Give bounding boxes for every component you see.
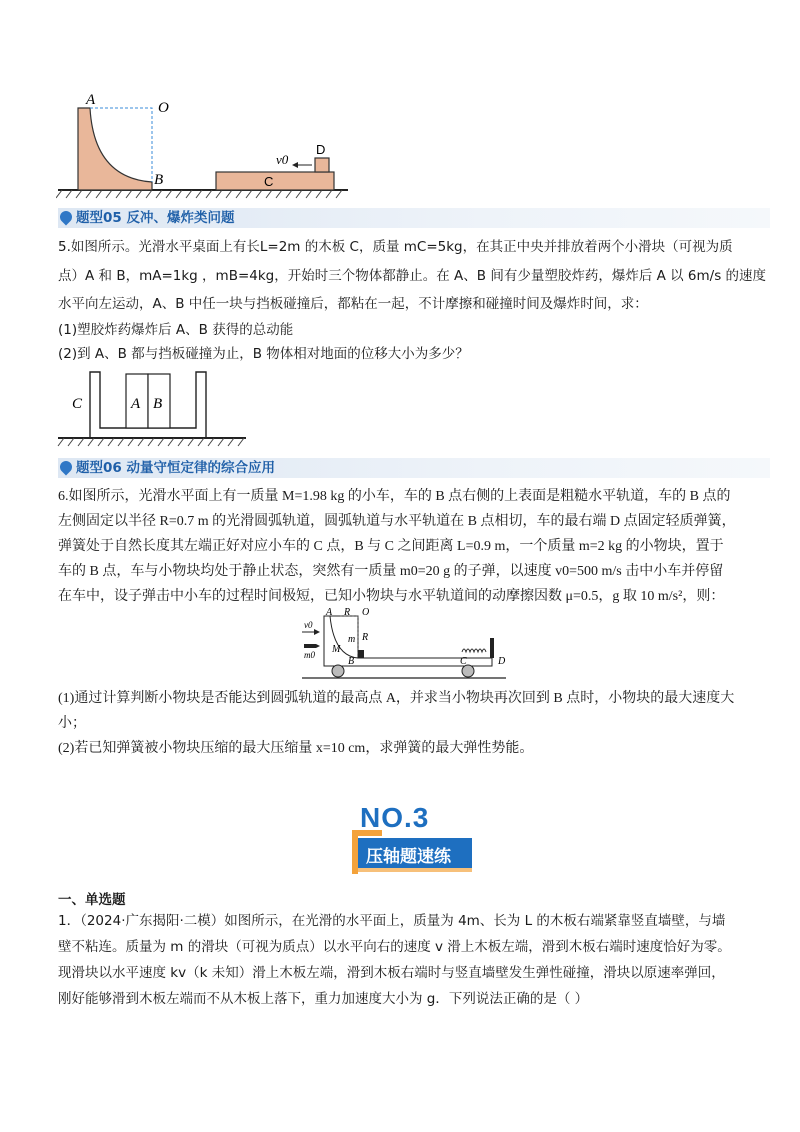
section-heading-single: 一、单选题 [58,892,126,908]
label-a: A [86,92,96,108]
problem-6-q1-cont: 小； [58,716,86,731]
fig6-label-r2: R [362,632,369,643]
fig6-label-r: R [344,608,351,618]
fig6-label-m: m [348,634,356,645]
question-1-line: 壁不粘连。质量为 m 的滑块（可视为质点）以水平向右的速度 v 滑上木板左端，滑到木板右端时速度恰好为零。 [58,939,731,955]
problem-5-line: 点）A 和 B，mA=1kg ，mB=4kg，开始时三个物体都静止。在 A、B 间有少量塑胶炸药，爆炸后 A 以 6m/s 的速度 [58,268,767,284]
label-d: D [316,142,326,157]
fig6-label-m0: m0 [304,650,315,660]
banner-title: 压轴题速练 [366,847,451,867]
section-title: 题型05 反冲、爆炸类问题 [76,210,235,226]
problem-6-q2: (2)若已知弹簧被小物块压缩的最大压缩量 x=10 cm，求弹簧的最大弹性势能。 [58,741,534,756]
pin-icon [58,209,75,226]
fig6-label-c: C [460,656,467,667]
fig6-label-d: D [498,656,506,667]
banner-number: NO.3 [360,802,430,833]
problem-6-line: 在车中，设子弹击中小车的过程时间极短，已知小物块与水平轨道间的动摩擦因数 μ=0.5，g 取 10 m/s²，则： [58,589,725,604]
question-1-line: 现滑块以水平速度 kv（k 未知）滑上木板左端，滑到木板右端时与竖直墙壁发生弹性碰撞，滑块以原速率弹回， [58,965,725,981]
fig-label-b: B [153,396,163,412]
diagram-board-blocks [56,368,256,450]
pin-icon [58,459,75,476]
fig-label-a: A [131,396,141,412]
problem-5-line: 5.如图所示。光滑水平桌面上有长L=2m 的木板 C，质量 mC=5kg，在其正中央并排放着两个小滑块（可视为质 [58,239,733,255]
question-1-line: 1．（2024·广东揭阳·二模）如图所示，在光滑的水平面上，质量为 4m、长为 L 的木板右端紧靠竖直墙壁，与墙 [58,913,726,929]
fig6-label-a: A [326,608,333,618]
label-o: O [158,100,169,116]
problem-6-line: 左侧固定以半径 R=0.7 m 的光滑圆弧轨道，圆弧轨道与水平轨道在 B 点相切，车的最右端 D 点固定轻质弹簧， [58,514,736,529]
label-b: B [154,172,164,188]
problem-5-line: (2)到 A、B 都与挡板碰撞为止，B 物体相对地面的位移大小为多少？ [58,346,469,362]
section-banner [352,802,472,878]
problem-5-line: (1)塑胶炸药爆炸后 A、B 获得的总动能 [58,322,294,338]
section-header-05 [58,208,770,228]
fig-label-c: C [72,396,83,412]
problem-6-line: 6.如图所示，光滑水平面上有一质量 M=1.98 kg 的小车，车的 B 点右侧的上表面是粗糙水平轨道，车的 B 点的 [58,489,731,504]
diagram-cart-spring [296,608,526,680]
diagram-curved-block [56,92,356,200]
label-c: C [264,174,274,189]
fig6-label-b: B [348,656,355,667]
question-1-line: 刚好能够滑到木板左端而不从木板上落下，重力加速度大小为 g．下列说法正确的是（ ） [58,991,589,1007]
problem-6-line: 弹簧处于自然长度其左端正好对应小车的 C 点，B 与 C 之间距离 L=0.9 m，一个质量 m=2 kg 的小物块，置于 [58,539,724,554]
problem-6-line: 车的 B 点，车与小物块均处于静止状态，突然有一质量 m0=20 g 的子弹，以速度 v0=500 m/s 击中小车并停留 [58,564,724,579]
fig6-label-o: O [362,608,370,618]
problem-6-q1: (1)通过计算判断小物块是否能达到圆弧轨道的最高点 A，并求当小物块再次回到 B 点时，小物块的最大速度大 [58,691,735,706]
fig6-label-m-cart: M [332,644,341,655]
section-title: 题型06 动量守恒定律的综合应用 [76,460,275,476]
section-header-06 [58,458,770,478]
fig6-label-v0: v0 [304,620,313,630]
label-v0: v0 [276,152,289,167]
problem-5-line: 水平向左运动，A、B 中任一块与挡板碰撞后，都粘在一起，不计摩擦和碰撞时间及爆炸时间，求： [58,296,648,312]
